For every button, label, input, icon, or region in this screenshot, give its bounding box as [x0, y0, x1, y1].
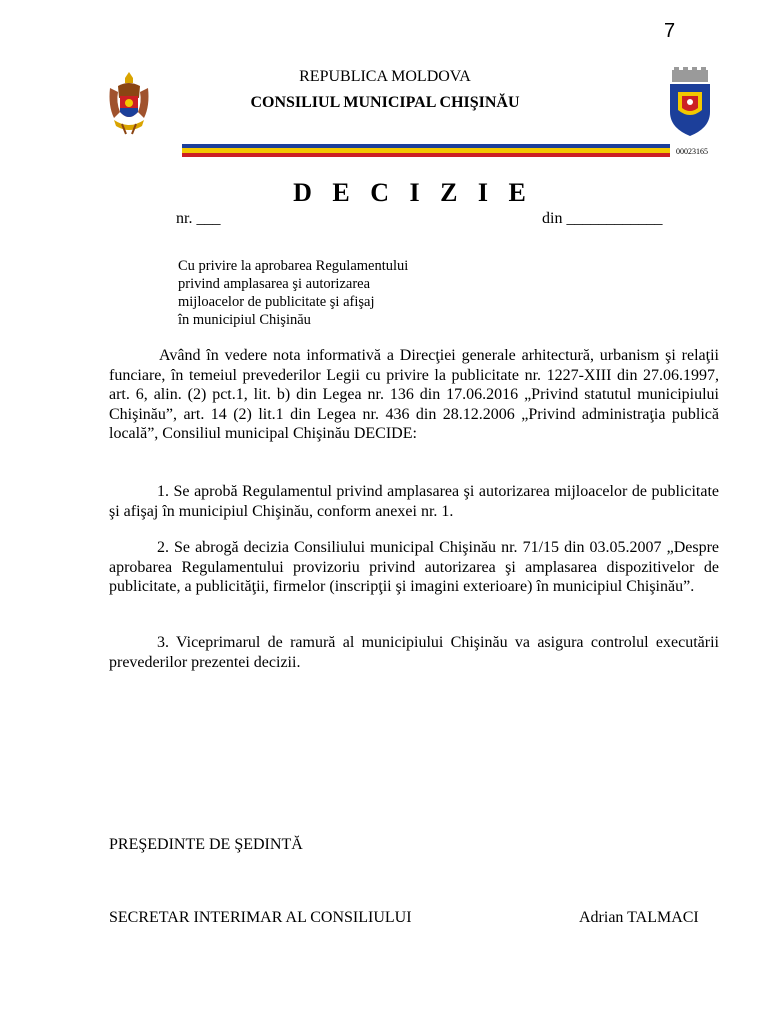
secretary-title: SECRETAR INTERIMAR AL CONSILIULUI [109, 909, 412, 926]
tricolor-divider [182, 144, 670, 158]
secretary-name: Adrian TALMACI [579, 909, 699, 926]
flag-stripe-red [182, 153, 670, 157]
header-country: REPUBLICA MOLDOVA [299, 68, 471, 85]
article-3: 3. Viceprimarul de ramură al municipiului Chişinău va asigura controlul executării prevederilor prezentei decizii. [109, 634, 719, 671]
subject-line: în municipiul Chişinău [178, 312, 311, 328]
article-1: 1. Se aprobă Regulamentul privind amplasarea şi autorizarea mijloacelor de publicitate şi afişaj în municipiul Chişinău, conform anexei nr. 1. [109, 483, 719, 520]
page-number: 7 [664, 20, 676, 42]
header-council: CONSILIUL MUNICIPAL CHIŞINĂU [250, 94, 520, 111]
subject-line: privind amplasarea şi autorizarea [178, 276, 371, 292]
document-title: D E C I Z I E [293, 178, 533, 207]
chair-signature-label: PREŞEDINTE DE ŞEDINTĂ [109, 836, 303, 853]
chisinau-coat-of-arms-icon [666, 66, 714, 138]
subject-block [178, 257, 408, 329]
decision-date: din ____________ [542, 210, 663, 227]
subject-line: mijloacelor de publicitate şi afişaj [178, 294, 375, 310]
document-code: 00023165 [676, 147, 708, 156]
subject-line: Cu privire la aprobarea Regulamentului [178, 258, 409, 274]
preamble-paragraph: Având în vedere nota informativă a Direcţiei generale arhitectură, urbanism şi relaţii funciare, în temeiul prevederilor Legii cu privire la publicitate nr. 1227-XIII din 27.06.1997, art. 6, alin. (2) pct.1, lit. b) din Legea nr. 136 din 17.06.2016 „Privind statutul municipiului Chişinău”, art. 14 (2) lit.1 din Legea nr. 436 din 28.12.2006 „Privind administraţia publică locală”, Consiliul municipal Chişinău DECIDE: [109, 347, 719, 442]
article-2: 2. Se abrogă decizia Consiliului municipal Chişinău nr. 71/15 din 03.05.2007 „Despre aprobarea Regulamentului provizoriu privind autorizarea şi amplasarea dispozitivelor de publicitate, a publicităţii, firmelor (inscripţii şi imagini exterioare) în municipiul Chişinău”. [109, 539, 719, 595]
decision-number: nr. ___ [176, 210, 221, 227]
